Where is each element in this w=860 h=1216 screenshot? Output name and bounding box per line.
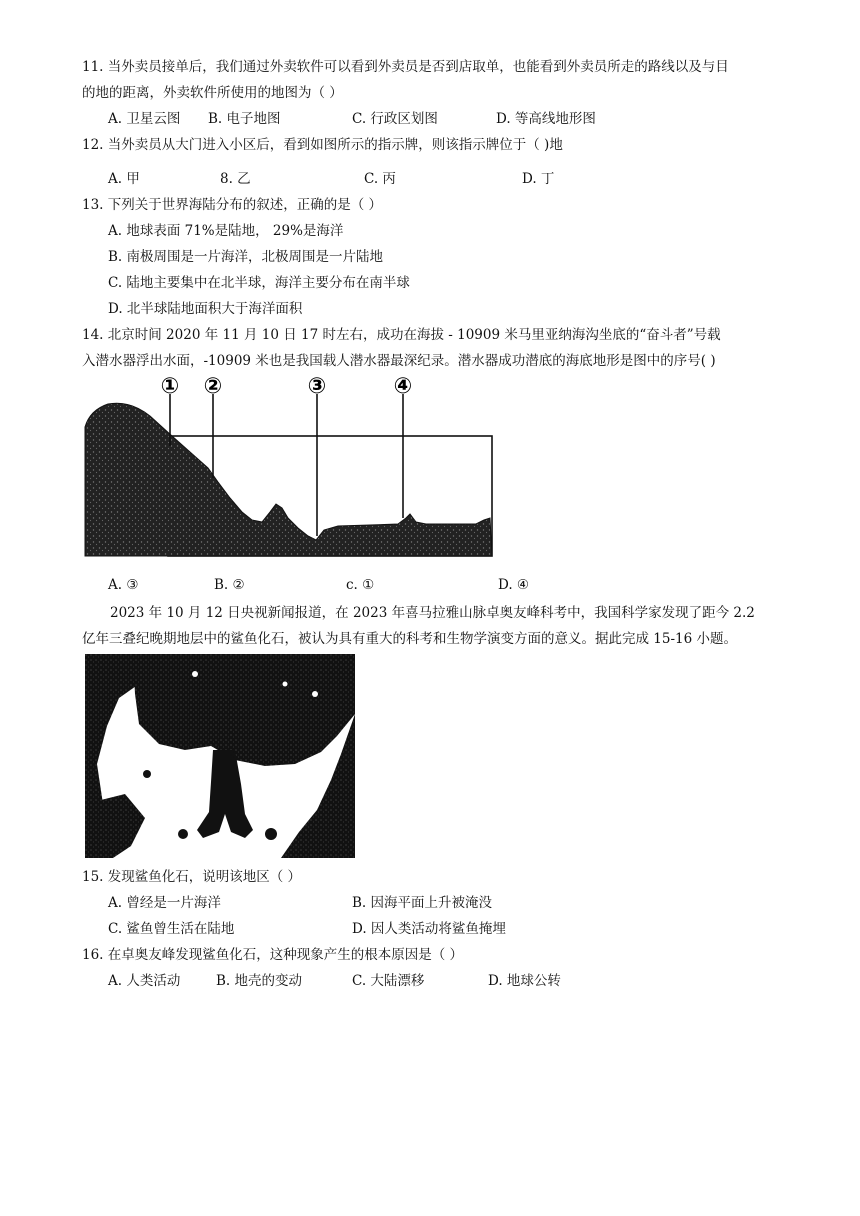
q13-option-c: C. 陆地主要集中在北半球，海洋主要分布在南半球 [108,275,410,291]
seafloor-profile-figure [80,372,500,558]
passage-line1: 2023 年 10 月 12 日央视新闻报道，在 2023 年喜马拉雅山脉卓奥友峰科考中，我国科学家发现了距今 2.2 [110,605,755,621]
figure-label-3: ③ [307,374,327,399]
q15-stem: 15. 发现鲨鱼化石，说明该地区（ ） [82,869,302,885]
q13-option-d: D. 北半球陆地面积大于海洋面积 [108,301,303,317]
q11-option-d: D. 等高线地形图 [496,111,596,127]
q12-option-d: D. 丁 [522,171,555,187]
q13-option-a: A. 地球表面 71%是陆地， 29%是海洋 [108,223,344,239]
q11-option-a: A. 卫星云图 [108,111,181,127]
q11-option-b: B. 电子地图 [208,111,281,127]
q15-option-c: C. 鲨鱼曾生活在陆地 [108,921,235,937]
seafloor-terrain [85,403,492,556]
q11-option-c: C. 行政区划图 [352,111,438,127]
q16-option-a: A. 人类活动 [108,973,181,989]
q16-stem: 16. 在卓奥友峰发现鲨鱼化石，这种现象产生的根本原因是（ ） [82,947,464,963]
q15-option-d: D. 因人类活动将鲨鱼掩埋 [352,921,506,937]
q12-option-c: C. 丙 [364,171,396,187]
q15-option-a: A. 曾经是一片海洋 [108,895,221,911]
q11-stem-line2: 的地的距离，外卖软件所使用的地图为（ ） [82,85,343,101]
shark-fossil-photo [85,654,355,858]
q13-stem: 13. 下列关于世界海陆分布的叙述，正确的是（ ） [82,197,383,213]
q12-option-b: 8. 乙 [220,171,251,187]
q12-option-a: A. 甲 [108,171,140,187]
q12-stem: 12. 当外卖员从大门进入小区后，看到如图所示的指示牌，则该指示牌位于（ )地 [82,137,563,153]
q14-option-a: A. ③ [108,577,139,593]
q11-stem-line1: 11. 当外卖员接单后，我们通过外卖软件可以看到外卖员是否到店取单，也能看到外卖员所走的路线以及与目 [82,59,729,75]
q14-stem-line1: 14. 北京时间 2020 年 11 月 10 日 17 时左右，成功在海拔 - 10909 米马里亚纳海沟坐底的“奋斗者”号载 [82,327,721,343]
q13-option-b: B. 南极周围是一片海洋，北极周围是一片陆地 [108,249,384,265]
q14-option-d: D. ④ [498,577,530,593]
q15-option-b: B. 因海平面上升被淹没 [352,895,493,911]
figure-label-1: ① [160,374,180,399]
figure-label-4: ④ [393,374,413,399]
q16-option-c: C. 大陆漂移 [352,973,425,989]
q14-option-b: B. ② [214,577,245,593]
q14-option-c: c. ① [346,577,375,593]
figure-label-2: ② [203,374,223,399]
passage-line2: 亿年三叠纪晚期地层中的鲨鱼化石，被认为具有重大的科考和生物学演变方面的意义。据此完成 15-16 小题。 [82,631,737,647]
q14-stem-line2: 入潜水器浮出水面，-10909 米也是我国载人潜水器最深纪录。潜水器成功潜底的海底地形是图中的序号( ) [82,353,716,369]
q16-option-d: D. 地球公转 [488,973,561,989]
q16-option-b: B. 地壳的变动 [216,973,303,989]
